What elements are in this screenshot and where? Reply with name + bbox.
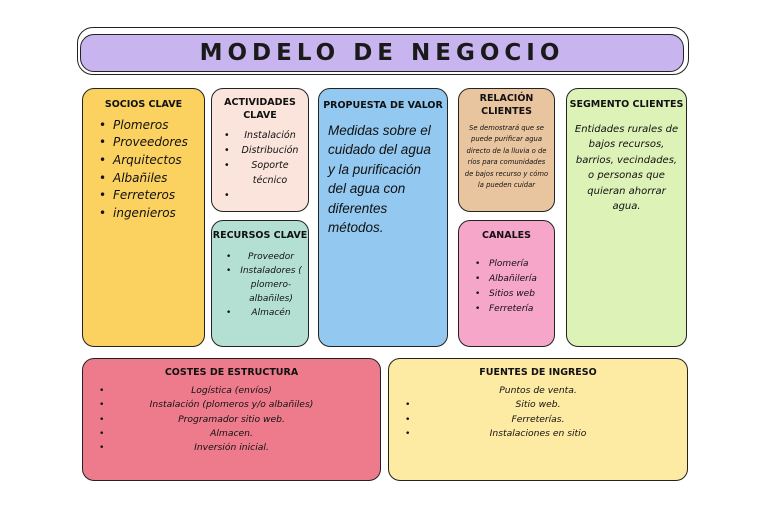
list-item: • Plomería [489,257,554,272]
list-item: • Ferreterías. [419,413,657,427]
relacion-clientes-text: Se demostrará que se puede purificar agua directo de la lluvia o de ríos para comunidades de bajos recurso y cómo la pueden cuidar [464,123,549,190]
list-item: • Logística (envíos) [113,384,350,398]
relacion-clientes-heading: RELACIÓN CLIENTES [479,93,534,117]
canales-card [458,220,555,347]
actividades-clave-heading: ACTIVIDADES CLAVE [224,97,296,121]
list-item: • Proveedores [113,134,204,152]
list-item: Puntos de venta. [499,384,577,396]
actividades-clave-list [212,128,308,203]
segmento-clientes-heading: SEGMENTO CLIENTES [569,99,684,110]
list-item: • Ferretería [489,302,554,317]
propuesta-valor-card [318,88,448,347]
list-item: • Albañilería [489,272,554,287]
canales-list [459,257,554,317]
list-item: • ingenieros [113,205,204,223]
propuesta-valor-text: Medidas sobre el cuidado del agua y la purificación del agua con diferentes métodos. [328,122,431,236]
fuentes-ingreso-heading: FUENTES DE INGRESO [479,367,597,378]
fuentes-ingreso-list [389,384,687,442]
list-item: • Albañiles [113,170,204,188]
list-item: • Almacén [238,306,304,320]
socios-clave-heading: SOCIOS CLAVE [104,99,183,110]
list-item: • Almacen. [113,427,350,441]
fuentes-ingreso-card [388,358,688,481]
costes-estructura-heading: COSTES DE ESTRUCTURA [164,367,299,378]
recursos-clave-card [211,220,309,347]
list-item: • Sitio web. [419,398,657,412]
list-item: • Ferreteros [113,187,204,205]
propuesta-valor-heading: PROPUESTA DE VALOR [323,100,443,111]
list-item: • Distribución [236,143,304,158]
page-title: MODELO DE NEGOCIO [199,40,565,66]
list-item: • Instalación (plomeros y/o albañiles) [113,398,350,412]
socios-clave-card [82,88,205,347]
segmento-clientes-card [566,88,687,347]
list-item: • Plomeros [113,117,204,135]
actividades-clave-card [211,88,309,212]
list-item: • Sitios web [489,287,554,302]
segmento-clientes-text: Entidades rurales de bajos recursos, barrios, vecindades, o personas que quieran ahorrar agua. [574,123,679,213]
list-item: • Instaladores ( plomero- albañiles) [238,264,304,306]
list-item: • Programador sitio web. [113,413,350,427]
list-item: • Instalación [236,128,304,143]
costes-estructura-card [82,358,381,481]
recursos-clave-list [212,250,308,320]
title-banner [80,34,684,72]
costes-estructura-list [83,384,380,456]
list-item: • Inversión inicial. [113,441,350,455]
list-item: • Proveedor [238,250,304,264]
list-item: • Soporte técnico [236,158,304,188]
recursos-clave-heading: RECURSOS CLAVE [212,230,308,241]
relacion-clientes-card [458,88,555,212]
list-item: • Instalaciones en sitio [419,427,657,441]
list-item [236,188,304,203]
socios-clave-list [83,117,204,223]
canales-heading: CANALES [481,230,531,241]
list-item: • Arquitectos [113,152,204,170]
